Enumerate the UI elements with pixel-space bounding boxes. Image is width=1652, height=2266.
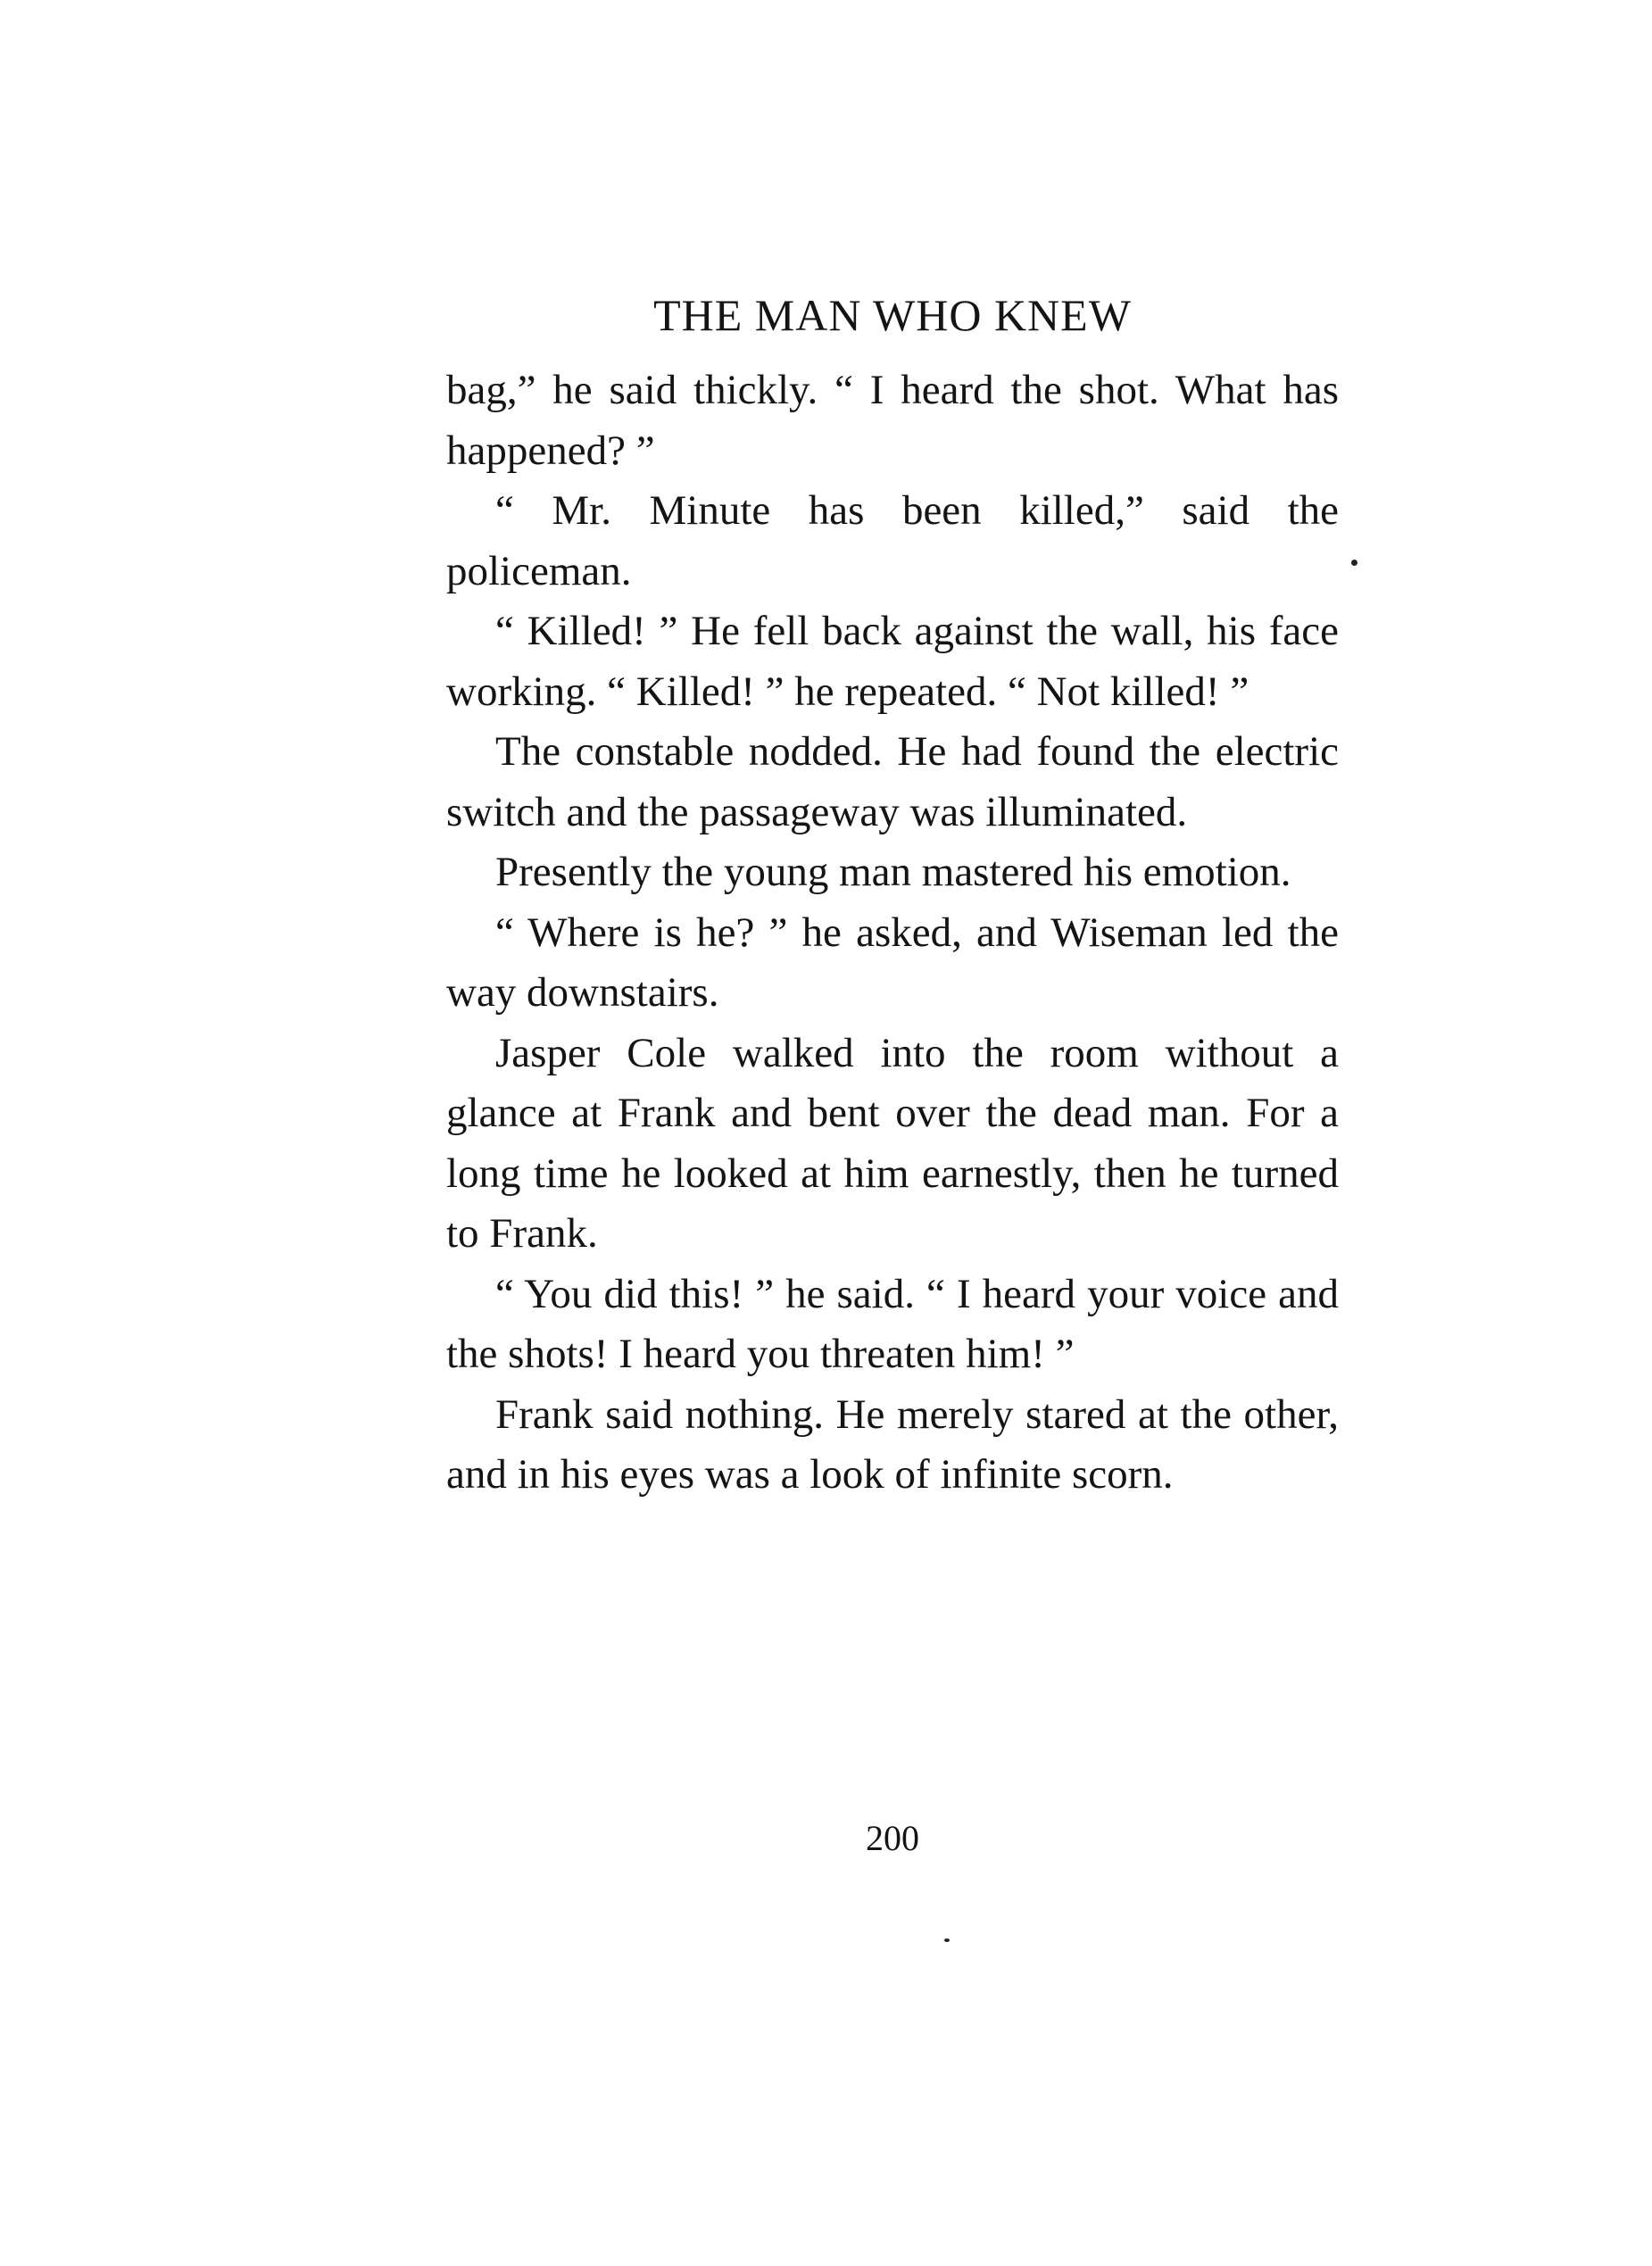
paragraph-1: bag,” he said thickly. “ I heard the shot. What has happened? ”: [446, 367, 1339, 474]
paragraph-3: “ Killed! ” He fell back against the wall, his face working. “ Killed! ” he repeated. “ Not killed! ”: [446, 608, 1339, 715]
page-number: 200: [866, 1818, 919, 1858]
running-head: THE MAN WHO KNEW: [653, 290, 1132, 340]
paragraph-5: Presently the young man mastered his emotion.: [495, 849, 1291, 895]
paragraph-8: “ You did this! ” he said. “ I heard your voice and the shots! I heard you threaten him! ”: [446, 1270, 1339, 1377]
print-speck: [1351, 560, 1357, 566]
paragraph-4: The constable nodded. He had found the electric switch and the passageway was illuminated.: [446, 728, 1339, 835]
paragraph-2: “ Mr. Minute has been killed,” said the policeman.: [446, 487, 1339, 594]
paragraph-6: “ Where is he? ” he asked, and Wiseman led the way downstairs.: [446, 909, 1339, 1016]
body-text: [446, 361, 1339, 1506]
paragraph-7: Jasper Cole walked into the room without a glance at Frank and bent over the dead man. For a long time he looked at him earnestly, then he turned to Frank.: [446, 1029, 1339, 1257]
print-speck: [944, 1938, 950, 1942]
paragraph-9: Frank said nothing. He merely stared at the other, and in his eyes was a look of infinite scorn.: [446, 1390, 1339, 1498]
